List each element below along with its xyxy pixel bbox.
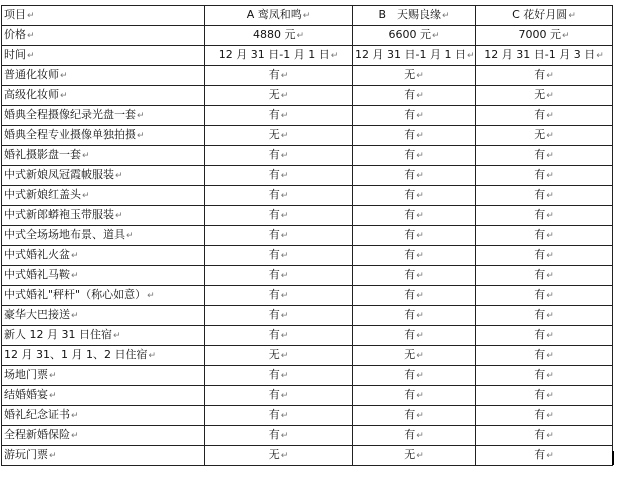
paragraph-mark-icon: ↵ — [596, 51, 604, 61]
paragraph-mark-icon: ↵ — [416, 111, 424, 121]
paragraph-mark-icon: ↵ — [546, 451, 554, 461]
paragraph-mark-icon: ↵ — [416, 131, 424, 141]
value-cell — [205, 106, 353, 126]
value-text: 有 — [404, 428, 416, 441]
paragraph-mark-icon: ↵ — [546, 391, 554, 401]
paragraph-mark-icon: ↵ — [416, 331, 424, 341]
header-option-c: C 花好月圆↵ — [476, 6, 613, 26]
value-text: 有 — [268, 188, 280, 201]
paragraph-mark-icon: ↵ — [280, 151, 289, 161]
item-label: 结婚婚宴 — [4, 388, 48, 401]
value-text: 有 — [534, 348, 546, 361]
value-cell — [353, 406, 476, 426]
paragraph-mark-icon: ↵ — [416, 311, 424, 321]
value-cell — [353, 366, 476, 386]
paragraph-mark-icon: ↵ — [546, 291, 554, 301]
item-cell — [2, 146, 205, 166]
value-text: 有 — [404, 248, 416, 261]
value-text: 无 — [268, 128, 280, 141]
paragraph-mark-icon: ↵ — [416, 151, 424, 161]
table-row — [2, 246, 613, 266]
paragraph-mark-icon: ↵ — [416, 171, 424, 181]
item-label: 价格 — [4, 28, 26, 41]
value-text: 有 — [404, 128, 416, 141]
value-text: 有 — [268, 208, 280, 221]
table-row — [2, 386, 613, 406]
table-row — [2, 186, 613, 206]
value-text: 有 — [268, 248, 280, 261]
value-text: 有 — [268, 288, 280, 301]
value-cell — [205, 426, 353, 446]
value-cell — [205, 186, 353, 206]
value-cell — [476, 226, 613, 246]
item-cell — [2, 306, 205, 326]
item-cell — [2, 46, 205, 66]
paragraph-mark-icon: ↵ — [416, 71, 424, 81]
item-cell — [2, 346, 205, 366]
value-cell — [476, 246, 613, 266]
item-cell — [2, 106, 205, 126]
paragraph-mark-icon: ↵ — [546, 111, 554, 121]
item-label: 中式婚礼马鞍 — [4, 268, 70, 281]
value-cell — [476, 386, 613, 406]
table-row — [2, 446, 613, 466]
table-row — [2, 426, 613, 446]
paragraph-mark-icon: ↵ — [27, 31, 35, 41]
value-text: 有 — [404, 388, 416, 401]
paragraph-mark-icon: ↵ — [546, 131, 554, 141]
table-row — [2, 306, 613, 326]
value-cell — [476, 106, 613, 126]
value-text: 有 — [534, 408, 546, 421]
value-text: 有 — [534, 248, 546, 261]
value-cell — [205, 266, 353, 286]
paragraph-mark-icon: ↵ — [546, 91, 554, 101]
value-cell — [353, 446, 476, 466]
value-cell — [353, 266, 476, 286]
item-label: 婚礼摄影盘一套 — [4, 148, 81, 161]
value-cell — [476, 286, 613, 306]
value-cell — [353, 186, 476, 206]
paragraph-mark-icon: ↵ — [71, 311, 79, 321]
value-text: 6600 元 — [388, 28, 431, 41]
value-text: 有 — [534, 428, 546, 441]
paragraph-mark-icon: ↵ — [27, 51, 35, 61]
value-text: 12 月 31 日-1 月 1 日 — [218, 48, 330, 61]
paragraph-mark-icon: ↵ — [27, 11, 35, 21]
value-cell — [476, 306, 613, 326]
paragraph-mark-icon: ↵ — [71, 411, 79, 421]
table-row — [2, 346, 613, 366]
value-text: 有 — [268, 368, 280, 381]
table-row — [2, 126, 613, 146]
header-option-b: B 天赐良缘↵ — [353, 6, 476, 26]
paragraph-mark-icon: ↵ — [546, 191, 554, 201]
value-cell — [476, 46, 613, 66]
paragraph-mark-icon: ↵ — [280, 171, 289, 181]
table-row — [2, 26, 613, 46]
item-label: 婚典全程摄像纪录光盘一套 — [4, 108, 136, 121]
value-text: 有 — [534, 288, 546, 301]
paragraph-mark-icon: ↵ — [280, 131, 289, 141]
paragraph-mark-icon: ↵ — [82, 151, 90, 161]
value-cell — [353, 326, 476, 346]
paragraph-mark-icon: ↵ — [442, 11, 450, 21]
value-text: 有 — [404, 108, 416, 121]
value-text: 无 — [404, 68, 416, 81]
paragraph-mark-icon: ↵ — [49, 451, 57, 461]
value-cell — [353, 426, 476, 446]
paragraph-mark-icon: ↵ — [546, 171, 554, 181]
paragraph-mark-icon: ↵ — [466, 51, 475, 61]
paragraph-mark-icon: ↵ — [280, 251, 289, 261]
paragraph-mark-icon: ↵ — [71, 271, 79, 281]
value-cell — [205, 226, 353, 246]
paragraph-mark-icon: ↵ — [280, 111, 289, 121]
paragraph-mark-icon: ↵ — [416, 351, 424, 361]
paragraph-mark-icon: ↵ — [546, 431, 554, 441]
value-text: 有 — [404, 208, 416, 221]
value-cell — [205, 146, 353, 166]
table-row — [2, 166, 613, 186]
paragraph-mark-icon: ↵ — [416, 291, 424, 301]
paragraph-mark-icon: ↵ — [416, 271, 424, 281]
paragraph-mark-icon: ↵ — [60, 71, 68, 81]
item-label: 豪华大巴接送 — [4, 308, 70, 321]
paragraph-mark-icon: ↵ — [280, 391, 289, 401]
value-cell — [353, 166, 476, 186]
header-item-cell — [2, 6, 205, 26]
value-cell — [353, 346, 476, 366]
value-text: 有 — [268, 108, 280, 121]
paragraph-mark-icon: ↵ — [280, 71, 289, 81]
paragraph-mark-icon: ↵ — [546, 411, 554, 421]
table-body — [2, 6, 613, 466]
paragraph-mark-icon: ↵ — [431, 31, 440, 41]
table-row — [2, 66, 613, 86]
value-text: 有 — [404, 308, 416, 321]
value-text: 有 — [534, 448, 546, 461]
value-text: 有 — [404, 168, 416, 181]
value-cell — [476, 266, 613, 286]
value-cell — [353, 246, 476, 266]
item-cell — [2, 166, 205, 186]
item-label: 婚典全程专业摄像单独拍摄 — [4, 128, 136, 141]
value-cell — [353, 46, 476, 66]
paragraph-mark-icon: ↵ — [280, 331, 289, 341]
value-text: 有 — [268, 408, 280, 421]
value-text: 无 — [404, 348, 416, 361]
value-cell — [476, 426, 613, 446]
item-cell — [2, 246, 205, 266]
value-cell — [476, 406, 613, 426]
value-text: 有 — [404, 368, 416, 381]
value-cell — [353, 26, 476, 46]
value-text: 有 — [268, 428, 280, 441]
item-cell — [2, 66, 205, 86]
value-text: 有 — [534, 148, 546, 161]
paragraph-mark-icon: ↵ — [137, 111, 145, 121]
table-row — [2, 46, 613, 66]
paragraph-mark-icon: ↵ — [280, 351, 289, 361]
item-label: 中式婚礼"秤杆"（称心如意） — [4, 288, 147, 301]
value-cell — [353, 226, 476, 246]
paragraph-mark-icon: ↵ — [416, 391, 424, 401]
value-cell — [205, 206, 353, 226]
header-option-a: A 鸾凤和鸣↵ — [205, 6, 353, 26]
paragraph-mark-icon: ↵ — [546, 231, 554, 241]
paragraph-mark-icon: ↵ — [416, 251, 424, 261]
value-cell — [353, 206, 476, 226]
paragraph-mark-icon: ↵ — [137, 131, 145, 141]
value-cell — [205, 306, 353, 326]
paragraph-mark-icon: ↵ — [147, 291, 155, 301]
value-cell — [476, 26, 613, 46]
item-label: 中式新郎蟒袍玉带服装 — [4, 208, 114, 221]
table-row — [2, 106, 613, 126]
text-cursor — [612, 451, 614, 465]
value-cell — [476, 446, 613, 466]
value-cell — [205, 346, 353, 366]
value-text: 有 — [534, 208, 546, 221]
paragraph-mark-icon: ↵ — [546, 71, 554, 81]
item-label: 中式婚礼火盆 — [4, 248, 70, 261]
value-text: 无 — [534, 88, 546, 101]
value-text: 有 — [404, 328, 416, 341]
table-row — [2, 86, 613, 106]
table-row — [2, 206, 613, 226]
value-text: 有 — [268, 68, 280, 81]
value-cell — [205, 246, 353, 266]
paragraph-mark-icon: ↵ — [280, 451, 289, 461]
paragraph-mark-icon: ↵ — [280, 311, 289, 321]
value-text: 有 — [534, 308, 546, 321]
item-cell — [2, 266, 205, 286]
value-text: 有 — [268, 268, 280, 281]
table-row — [2, 266, 613, 286]
paragraph-mark-icon: ↵ — [71, 431, 79, 441]
table-row — [2, 366, 613, 386]
paragraph-mark-icon: ↵ — [416, 431, 424, 441]
table-row — [2, 406, 613, 426]
paragraph-mark-icon: ↵ — [115, 171, 123, 181]
value-cell — [205, 366, 353, 386]
value-cell — [205, 326, 353, 346]
paragraph-mark-icon: ↵ — [82, 191, 90, 201]
value-cell — [205, 86, 353, 106]
value-text: 有 — [268, 228, 280, 241]
value-text: 有 — [268, 168, 280, 181]
paragraph-mark-icon: ↵ — [126, 231, 134, 241]
value-text: 有 — [534, 108, 546, 121]
paragraph-mark-icon: ↵ — [115, 211, 123, 221]
value-cell — [476, 166, 613, 186]
value-text: 有 — [534, 68, 546, 81]
value-text: 有 — [404, 268, 416, 281]
item-label: 场地门票 — [4, 368, 48, 381]
paragraph-mark-icon: ↵ — [280, 431, 289, 441]
header-row — [2, 6, 613, 26]
value-cell — [476, 86, 613, 106]
paragraph-mark-icon: ↵ — [330, 51, 339, 61]
value-cell — [205, 446, 353, 466]
value-cell — [353, 306, 476, 326]
item-cell — [2, 446, 205, 466]
paragraph-mark-icon: ↵ — [546, 351, 554, 361]
paragraph-mark-icon: ↵ — [416, 231, 424, 241]
paragraph-mark-icon: ↵ — [280, 411, 289, 421]
value-text: 无 — [268, 348, 280, 361]
paragraph-mark-icon: ↵ — [546, 251, 554, 261]
paragraph-mark-icon: ↵ — [280, 291, 289, 301]
value-text: 有 — [534, 228, 546, 241]
paragraph-mark-icon: ↵ — [416, 191, 424, 201]
item-label: 中式新娘红盖头 — [4, 188, 81, 201]
value-text: 有 — [534, 328, 546, 341]
item-label: 新人 12 月 31 日住宿 — [4, 328, 112, 341]
paragraph-mark-icon: ↵ — [546, 211, 554, 221]
value-cell — [476, 146, 613, 166]
value-text: 12 月 31 日-1 月 1 日 — [355, 48, 466, 61]
paragraph-mark-icon: ↵ — [416, 411, 424, 421]
value-text: 有 — [268, 388, 280, 401]
value-text: 有 — [404, 228, 416, 241]
item-cell — [2, 286, 205, 306]
value-text: 7000 元 — [518, 28, 561, 41]
paragraph-mark-icon: ↵ — [568, 11, 576, 21]
value-text: 有 — [534, 188, 546, 201]
paragraph-mark-icon: ↵ — [546, 371, 554, 381]
paragraph-mark-icon: ↵ — [416, 91, 424, 101]
item-cell — [2, 86, 205, 106]
value-text: 有 — [534, 268, 546, 281]
paragraph-mark-icon: ↵ — [296, 31, 305, 41]
item-cell — [2, 386, 205, 406]
value-text: 无 — [534, 128, 546, 141]
value-text: 有 — [534, 168, 546, 181]
value-cell — [476, 366, 613, 386]
value-text: 有 — [404, 188, 416, 201]
value-cell — [476, 186, 613, 206]
paragraph-mark-icon: ↵ — [416, 371, 424, 381]
table-row — [2, 226, 613, 246]
item-cell — [2, 26, 205, 46]
item-label: 普通化妆师 — [4, 68, 59, 81]
paragraph-mark-icon: ↵ — [416, 211, 424, 221]
value-cell — [205, 126, 353, 146]
paragraph-mark-icon: ↵ — [60, 91, 68, 101]
package-comparison-table — [1, 5, 613, 466]
paragraph-mark-icon: ↵ — [546, 151, 554, 161]
item-cell — [2, 206, 205, 226]
item-label: 全程新婚保险 — [4, 428, 70, 441]
table-row — [2, 146, 613, 166]
paragraph-mark-icon: ↵ — [302, 11, 311, 21]
paragraph-mark-icon: ↵ — [71, 251, 79, 261]
paragraph-mark-icon: ↵ — [280, 91, 289, 101]
value-text: 有 — [268, 148, 280, 161]
value-text: 12 月 31 日-1 月 3 日 — [484, 48, 596, 61]
paragraph-mark-icon: ↵ — [416, 451, 424, 461]
value-cell — [205, 46, 353, 66]
value-cell — [205, 286, 353, 306]
value-cell — [476, 326, 613, 346]
item-cell — [2, 366, 205, 386]
value-cell — [353, 286, 476, 306]
paragraph-mark-icon: ↵ — [546, 271, 554, 281]
item-cell — [2, 126, 205, 146]
paragraph-mark-icon: ↵ — [280, 211, 289, 221]
value-cell — [205, 406, 353, 426]
value-text: 有 — [404, 288, 416, 301]
paragraph-mark-icon: ↵ — [280, 271, 289, 281]
item-cell — [2, 186, 205, 206]
value-cell — [476, 346, 613, 366]
value-text: 有 — [404, 408, 416, 421]
paragraph-mark-icon: ↵ — [546, 311, 554, 321]
value-text: 有 — [268, 308, 280, 321]
value-text: 无 — [404, 448, 416, 461]
paragraph-mark-icon: ↵ — [280, 231, 289, 241]
paragraph-mark-icon: ↵ — [280, 371, 289, 381]
value-text: 有 — [404, 148, 416, 161]
value-cell — [205, 386, 353, 406]
value-text: 有 — [404, 88, 416, 101]
paragraph-mark-icon: ↵ — [561, 31, 570, 41]
value-cell — [476, 66, 613, 86]
item-cell — [2, 406, 205, 426]
item-label: 高级化妆师 — [4, 88, 59, 101]
value-text: 4880 元 — [252, 28, 296, 41]
header-item-label: 项目 — [4, 8, 26, 21]
value-cell — [353, 386, 476, 406]
paragraph-mark-icon: ↵ — [112, 331, 121, 341]
item-label: 中式全场场地布景、道具 — [4, 228, 125, 241]
value-cell — [353, 106, 476, 126]
item-label: 游玩门票 — [4, 448, 48, 461]
paragraph-mark-icon: ↵ — [148, 351, 157, 361]
value-cell — [353, 66, 476, 86]
paragraph-mark-icon: ↵ — [49, 391, 57, 401]
item-cell — [2, 426, 205, 446]
value-text: 有 — [534, 368, 546, 381]
item-cell — [2, 326, 205, 346]
paragraph-mark-icon: ↵ — [49, 371, 57, 381]
value-cell — [476, 126, 613, 146]
item-cell — [2, 226, 205, 246]
value-cell — [205, 66, 353, 86]
value-text: 有 — [534, 388, 546, 401]
paragraph-mark-icon: ↵ — [546, 331, 554, 341]
value-cell — [476, 206, 613, 226]
item-label: 12 月 31、1 月 1、2 日住宿 — [4, 348, 148, 361]
value-text: 无 — [268, 88, 280, 101]
value-cell — [205, 166, 353, 186]
value-cell — [353, 146, 476, 166]
value-cell — [205, 26, 353, 46]
table-row — [2, 286, 613, 306]
paragraph-mark-icon: ↵ — [280, 191, 289, 201]
value-text: 有 — [268, 328, 280, 341]
item-label: 婚礼纪念证书 — [4, 408, 70, 421]
item-label: 中式新娘凤冠霞帔服装 — [4, 168, 114, 181]
value-text: 无 — [268, 448, 280, 461]
table-row — [2, 326, 613, 346]
item-label: 时间 — [4, 48, 26, 61]
value-cell — [353, 86, 476, 106]
value-cell — [353, 126, 476, 146]
